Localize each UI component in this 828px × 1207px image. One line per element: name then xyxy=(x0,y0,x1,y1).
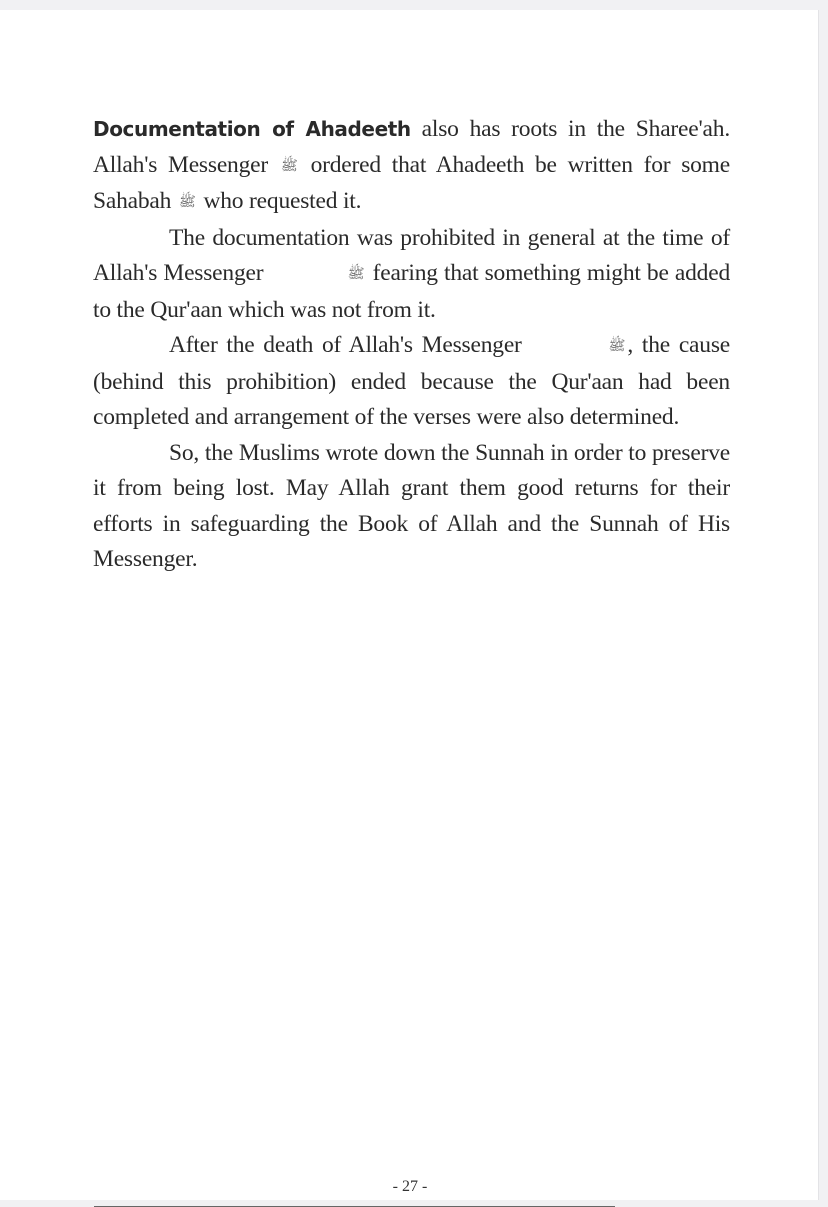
honorific-radiyallahu-icon: ﷺ xyxy=(178,195,196,210)
paragraph-2 xyxy=(93,221,730,329)
paragraph-1-text-a: also has roots in the Sharee'ah. Allah's Messenger xyxy=(93,116,731,178)
paragraph-1 xyxy=(93,112,730,221)
document-page xyxy=(0,10,819,1200)
paragraph-2-text-a: The documentation was prohibited in general at the time of Allah's Messenger xyxy=(93,224,730,286)
page-number: - 27 - xyxy=(392,1178,428,1195)
bold-lead-term: Documentation of Ahadeeth xyxy=(93,117,411,141)
paragraph-4-text: So, the Muslims wrote down the Sunnah in order to preserve it from being lost. May Allah grant them good returns for their efforts in safeguarding the Book of Allah and the Sunnah of His Messenger. xyxy=(93,439,730,572)
paragraph-2-text-b: fearing that something might be added to the Qur'aan which was not from it. xyxy=(93,260,730,323)
honorific-salutation-icon: ﷺ xyxy=(347,267,365,282)
paragraph-3 xyxy=(93,328,730,436)
paragraph-4 xyxy=(93,436,730,578)
paragraph-1-text-c: who requested it. xyxy=(197,188,362,214)
honorific-salutation-icon: ﷺ xyxy=(608,339,626,354)
paragraph-3-text-b: , the cause (behind this prohibition) ended because the Qur'aan had been completed and arrangement of the verses were also determined. xyxy=(93,332,731,430)
paragraph-3-text-a: After the death of Allah's Messenger xyxy=(169,332,531,358)
body-text xyxy=(93,112,730,578)
paragraph-1-text-b: ordered that Ahadeeth be written for some Sahabah xyxy=(93,151,730,214)
honorific-salutation-icon: ﷺ xyxy=(280,158,298,174)
